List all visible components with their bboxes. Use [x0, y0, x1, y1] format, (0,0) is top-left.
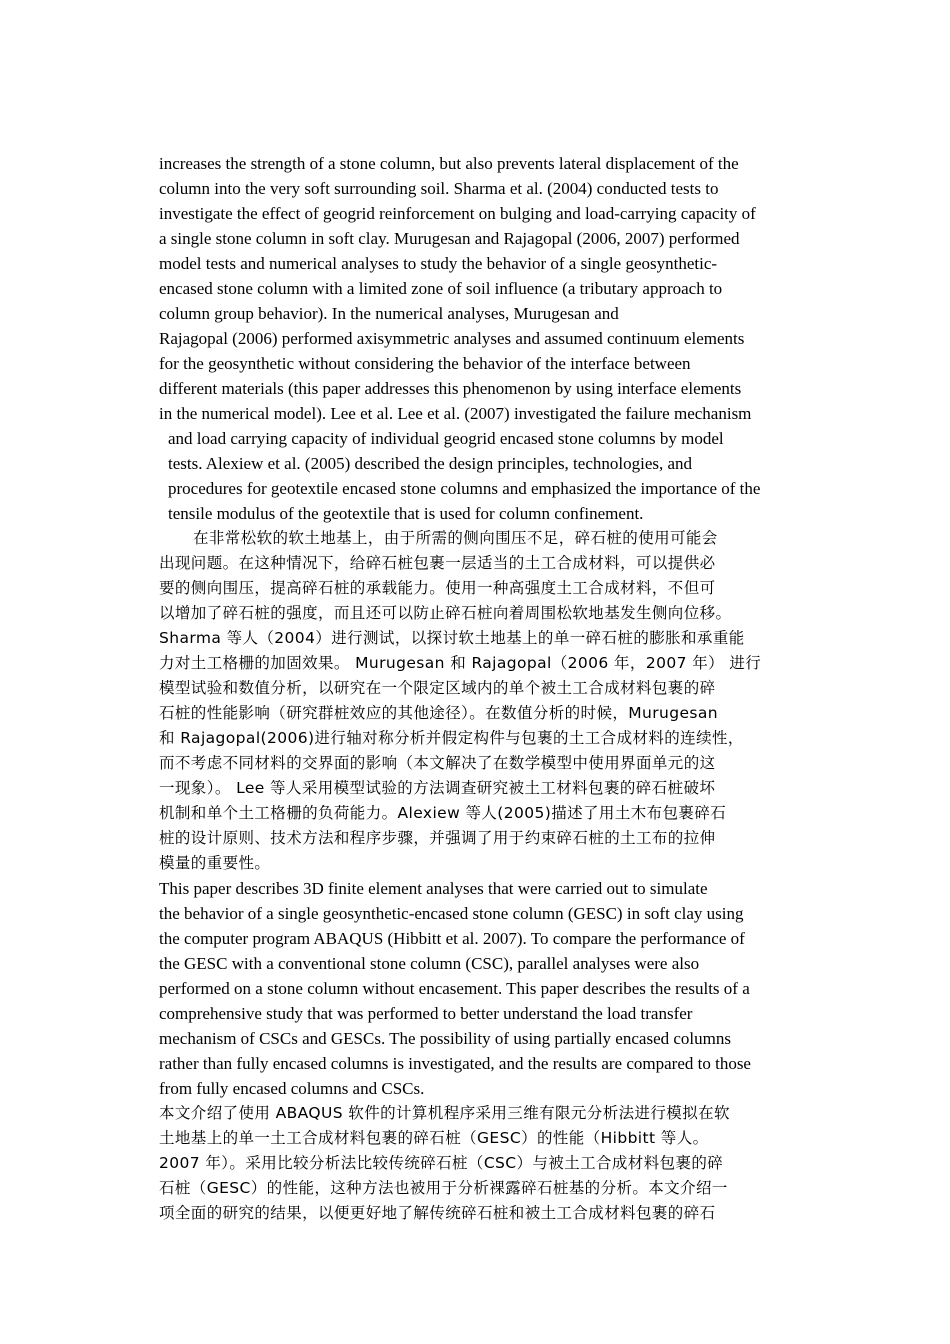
- text-line: a single stone column in soft clay. Murugesan and Rajagopal (2006, 2007) performed: [159, 229, 740, 248]
- text-line: column into the very soft surrounding soil. Sharma et al. (2004) conducted tests to: [159, 179, 719, 198]
- text-line: This paper describes 3D finite element analyses that were carried out to simulate: [159, 879, 708, 898]
- text-line: comprehensive study that was performed to better understand the load transfer: [159, 1004, 693, 1023]
- text-line: 而不考虑不同材料的交界面的影响（本文解决了在数学模型中使用界面单元的这: [159, 754, 716, 772]
- text-line: tensile modulus of the geotextile that is used for column confinement.: [168, 504, 644, 523]
- text-line: 机制和单个土工格栅的负荷能力。Alexiew 等人(2005)描述了用土木布包裹碎石: [159, 804, 727, 822]
- text-line: 要的侧向围压，提高碎石桩的承载能力。使用一种高强度土工合成材料，不但可: [159, 579, 716, 597]
- text-line: 石桩（GESC）的性能，这种方法也被用于分析裸露碎石桩基的分析。本文介绍一: [159, 1179, 728, 1197]
- text-line: 以增加了碎石桩的强度，而且还可以防止碎石桩向着周围松软地基发生侧向位移。: [159, 604, 732, 622]
- text-line: 模型试验和数值分析，以研究在一个限定区域内的单个被土工合成材料包裹的碎: [159, 679, 716, 697]
- text-line: mechanism of CSCs and GESCs. The possibility of using partially encased columns: [159, 1029, 731, 1048]
- text-line: encased stone column with a limited zone of soil influence (a tributary approach to: [159, 279, 723, 298]
- text-line: and load carrying capacity of individual geogrid encased stone columns by model: [168, 429, 724, 448]
- text-line: 模量的重要性。: [159, 854, 271, 872]
- text-line: different materials (this paper addresses this phenomenon by using interface elements: [159, 379, 742, 398]
- text-line: 石桩的性能影响（研究群桩效应的其他途径）。在数值分析的时候，Murugesan: [159, 704, 719, 722]
- text-line: tests. Alexiew et al. (2005) described the design principles, technologies, and: [168, 454, 693, 473]
- text-line: procedures for geotextile encased stone columns and emphasized the importance of the: [168, 479, 761, 498]
- text-line: increases the strength of a stone column, but also prevents lateral displacement of the: [159, 154, 739, 173]
- text-line: Rajagopal (2006) performed axisymmetric analyses and assumed continuum elements: [159, 329, 745, 348]
- text-line: 力对土工格栅的加固效果。 Murugesan 和 Rajagopal（2006 年，2007 年） 进行: [159, 654, 762, 672]
- text-line: performed on a stone column without encasement. This paper describes the results of a: [159, 979, 750, 998]
- text-line: the computer program ABAQUS (Hibbitt et al. 2007). To compare the performance of: [159, 929, 745, 948]
- text-line: 出现问题。在这种情况下，给碎石桩包裹一层适当的土工合成材料，可以提供必: [159, 554, 716, 572]
- text-line: the GESC with a conventional stone column (CSC), parallel analyses were also: [159, 954, 700, 973]
- text-line: 土地基上的单一土工合成材料包裹的碎石桩（GESC）的性能（Hibbitt 等人。: [159, 1129, 709, 1147]
- text-line: in the numerical model). Lee et al. Lee et al. (2007) investigated the failure mechanism: [159, 404, 752, 423]
- text-line: from fully encased columns and CSCs.: [159, 1079, 425, 1098]
- text-line: 桩的设计原则、技术方法和程序步骤，并强调了用于约束碎石桩的土工布的拉伸: [159, 829, 716, 847]
- text-line: 本文介绍了使用 ABAQUS 软件的计算机程序采用三维有限元分析法进行模拟在软: [159, 1104, 730, 1122]
- text-line: 2007 年）。采用比较分析法比较传统碎石桩（CSC）与被土工合成材料包裹的碎: [159, 1154, 724, 1172]
- text-line: rather than fully encased columns is investigated, and the results are compared to those: [159, 1054, 751, 1073]
- text-line: 和 Rajagopal(2006)进行轴对称分析并假定构件与包裹的土工合成材料的连续性，: [159, 729, 744, 747]
- text-line: the behavior of a single geosynthetic-encased stone column (GESC) in soft clay using: [159, 904, 744, 923]
- text-line: column group behavior). In the numerical analyses, Murugesan and: [159, 304, 619, 323]
- text-line: Sharma 等人（2004）进行测试，以探讨软土地基上的单一碎石桩的膨胀和承重能: [159, 629, 745, 647]
- text-line: for the geosynthetic without considering the behavior of the interface between: [159, 354, 691, 373]
- text-line: 一现象）。 Lee 等人采用模型试验的方法调查研究被土工材料包裹的碎石桩破坏: [159, 779, 716, 797]
- text-line: model tests and numerical analyses to study the behavior of a single geosynthetic-: [159, 254, 718, 273]
- text-line: investigate the effect of geogrid reinforcement on bulging and load-carrying capacity of: [159, 204, 756, 223]
- text-line: 项全面的研究的结果，以便更好地了解传统碎石桩和被土工合成材料包裹的碎石: [159, 1204, 716, 1222]
- text-line: 在非常松软的软土地基上，由于所需的侧向围压不足，碎石桩的使用可能会: [193, 529, 718, 547]
